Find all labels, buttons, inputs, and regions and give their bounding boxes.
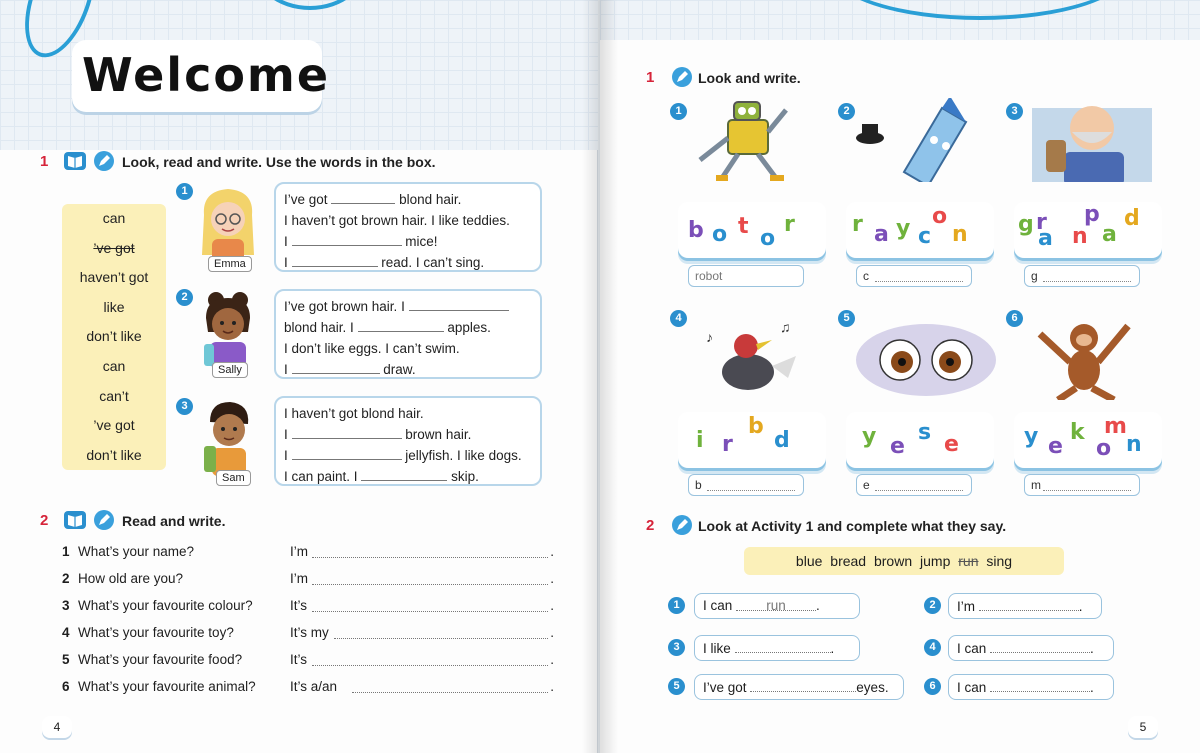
word-strip-item: brown xyxy=(873,553,913,569)
answer-line[interactable] xyxy=(312,665,548,666)
sentence-line: I draw. xyxy=(284,362,416,377)
word-strip-item: jump xyxy=(920,553,951,569)
page-title: Welcome xyxy=(82,48,331,102)
scrambled-letters xyxy=(678,202,826,258)
answer-blank[interactable] xyxy=(361,467,447,481)
page-number: 5 xyxy=(1128,716,1158,738)
question-row: 3 What’s your favourite colour? It’s . xyxy=(62,598,554,613)
sentence-line: I’ve got blond hair. xyxy=(284,192,462,207)
letter-tile: e xyxy=(1048,434,1063,459)
answer-box[interactable]: b xyxy=(688,474,804,496)
word-strip-item: run xyxy=(958,553,979,569)
question-row: 5 What’s your favourite food? It’s . xyxy=(62,652,554,667)
letter-tile: k xyxy=(1070,420,1085,445)
letter-tile: n xyxy=(1126,432,1142,457)
word-box-item: ’ve got xyxy=(93,239,135,256)
activity-number: 1 xyxy=(40,153,49,170)
pencil-icon xyxy=(94,510,114,530)
speech-bubble xyxy=(274,182,542,272)
speech-line: I like . xyxy=(694,635,860,661)
speech-bubble xyxy=(274,289,542,379)
answer-blank[interactable]: run xyxy=(736,598,816,611)
page-number: 4 xyxy=(42,716,72,738)
speech-line: I’ve got eyes. xyxy=(694,674,904,700)
answer-box[interactable]: g xyxy=(1024,265,1140,287)
scrambled-letters xyxy=(846,412,994,468)
letter-tile: y xyxy=(896,216,911,241)
letter-tile: g xyxy=(1018,212,1034,237)
answer-blank[interactable] xyxy=(990,679,1090,692)
letter-tile: o xyxy=(760,226,776,251)
word-strip-item: bread xyxy=(830,553,867,569)
item-number-badge: 1 xyxy=(176,183,193,200)
left-page xyxy=(0,0,598,753)
sentence-line: I haven’t got blond hair. xyxy=(284,406,424,421)
letter-tile: o xyxy=(932,204,948,229)
sentence-line: I mice! xyxy=(284,234,438,249)
letter-tile: a xyxy=(874,222,889,247)
question-list xyxy=(62,541,562,703)
item-number-badge: 2 xyxy=(924,597,941,614)
letter-tile: n xyxy=(1072,224,1088,249)
activity-number: 2 xyxy=(646,517,655,534)
answer-line[interactable] xyxy=(312,584,548,585)
answer-blank[interactable] xyxy=(409,297,509,311)
speech-line: I can . xyxy=(948,674,1114,700)
word-box-item: don’t like xyxy=(86,446,142,463)
answer-blank[interactable] xyxy=(750,679,856,692)
child-name-tag: Sam xyxy=(216,470,251,486)
pencil-icon xyxy=(672,515,692,535)
answer-blank[interactable] xyxy=(735,640,831,653)
letter-tile: i xyxy=(696,428,704,453)
word-box-item: can xyxy=(102,210,126,226)
question-row: 2 How old are you? I’m . xyxy=(62,571,554,586)
item-number-badge: 5 xyxy=(838,310,855,327)
letter-tile: r xyxy=(784,212,795,237)
letter-tile: y xyxy=(862,424,877,449)
question-row: 4 What’s your favourite toy? It’s my . xyxy=(62,625,554,640)
answer-line[interactable] xyxy=(334,638,548,639)
answer-blank[interactable] xyxy=(979,598,1079,611)
word-box-item: don’t like xyxy=(86,328,142,345)
word-box-item: ’ve got xyxy=(93,417,135,434)
activity-instruction: Read and write. xyxy=(122,513,226,529)
sentence-line: I jellyfish. I like dogs. xyxy=(284,448,522,463)
letter-tile: d xyxy=(1124,206,1140,231)
scrambled-letters xyxy=(1014,412,1162,468)
activity-number: 1 xyxy=(646,69,655,86)
letter-tile: o xyxy=(1096,436,1112,461)
furry-monster-picture xyxy=(846,316,1006,400)
word-box-item: like xyxy=(103,298,125,315)
speech-line: I can . xyxy=(948,635,1114,661)
activity-instruction: Look at Activity 1 and complete what they say. xyxy=(698,518,1007,534)
answer-line[interactable] xyxy=(312,611,548,612)
letter-tile: c xyxy=(918,224,932,249)
sentence-line: I’ve got brown hair. I xyxy=(284,296,532,317)
book-gutter xyxy=(582,0,618,753)
crayon-picture xyxy=(846,98,1006,182)
svg-text:♪: ♪ xyxy=(706,329,713,345)
answer-blank[interactable] xyxy=(292,425,402,439)
answer-blank[interactable] xyxy=(358,318,444,332)
question-row: 6 What’s your favourite animal? It’s a/an . xyxy=(62,679,554,694)
speech-bubble xyxy=(274,396,542,486)
item-number-badge: 3 xyxy=(668,639,685,656)
answer-box[interactable]: c xyxy=(856,265,972,287)
monkey-picture xyxy=(1012,316,1172,400)
word-box xyxy=(62,204,166,470)
letter-tile: r xyxy=(852,212,863,237)
word-strip-item: sing xyxy=(986,553,1013,569)
letter-tile: b xyxy=(688,218,704,243)
item-number-badge: 2 xyxy=(176,289,193,306)
item-number-badge: 4 xyxy=(670,310,687,327)
child-name-tag: Emma xyxy=(208,256,252,272)
bird-picture xyxy=(676,316,836,400)
scrambled-letters xyxy=(1014,202,1162,258)
item-number-badge: 4 xyxy=(924,639,941,656)
sally-avatar xyxy=(196,288,260,372)
sentence-line: I can paint. I skip. xyxy=(284,469,479,484)
sentence-line: I don’t like eggs. I can’t swim. xyxy=(284,341,460,356)
word-box-item: can xyxy=(102,357,126,374)
answer-line[interactable] xyxy=(352,692,548,693)
letter-tile: y xyxy=(1024,424,1039,449)
word-strip-item: blue xyxy=(795,553,823,569)
grandad-picture xyxy=(1012,98,1172,182)
activity-number: 2 xyxy=(40,512,49,529)
answer-box[interactable]: e xyxy=(856,474,972,496)
child-name-tag: Sally xyxy=(212,362,248,378)
letter-tile: n xyxy=(952,222,968,247)
letter-tile: r xyxy=(1036,210,1047,235)
item-number-badge: 3 xyxy=(176,398,193,415)
letter-tile: a xyxy=(1038,226,1053,251)
word-box-item: haven’t got xyxy=(79,269,149,286)
sam-avatar xyxy=(196,396,260,480)
letter-tile: t xyxy=(738,214,749,239)
answer-blank[interactable] xyxy=(292,253,378,267)
answer-box[interactable]: m xyxy=(1024,474,1140,496)
word-strip xyxy=(744,547,1064,575)
answer-blank[interactable] xyxy=(292,360,380,374)
speech-line: I’m . xyxy=(948,593,1102,619)
item-number-badge: 6 xyxy=(1006,310,1023,327)
activity-instruction: Look, read and write. Use the words in the box. xyxy=(122,154,436,170)
robot-picture xyxy=(676,98,836,182)
pencil-icon xyxy=(94,151,114,171)
question-row: 1 What’s your name? I’m . xyxy=(62,544,554,559)
item-number-badge: 6 xyxy=(924,678,941,695)
letter-tile: m xyxy=(1104,414,1127,439)
svg-text:♫: ♫ xyxy=(780,319,791,335)
item-number-badge: 1 xyxy=(670,103,687,120)
answer-box[interactable]: robot xyxy=(688,265,804,287)
item-number-badge: 1 xyxy=(668,597,685,614)
book-icon xyxy=(64,511,86,529)
letter-tile: o xyxy=(712,222,728,247)
letter-tile: b xyxy=(748,414,764,439)
letter-tile: s xyxy=(918,420,932,445)
letter-tile: e xyxy=(890,434,905,459)
letter-tile: r xyxy=(722,432,733,457)
activity-instruction: Look and write. xyxy=(698,70,801,86)
scrambled-letters xyxy=(846,202,994,258)
book-icon xyxy=(64,152,86,170)
scrambled-letters xyxy=(678,412,826,468)
answer-blank[interactable] xyxy=(292,232,402,246)
word-box-item: can’t xyxy=(99,387,129,404)
letter-tile: a xyxy=(1102,222,1117,247)
answer-blank[interactable] xyxy=(331,190,395,204)
letter-tile: e xyxy=(944,432,959,457)
sentence-line: I read. I can’t sing. xyxy=(284,255,485,270)
answer-blank[interactable] xyxy=(292,446,402,460)
speech-line: I can run . xyxy=(694,593,860,619)
letter-tile: d xyxy=(774,428,790,453)
item-number-badge: 3 xyxy=(1006,103,1023,120)
letter-tile: p xyxy=(1084,202,1100,227)
pencil-icon xyxy=(672,67,692,87)
sentence-line: I haven’t got brown hair. I like teddies. xyxy=(284,213,510,228)
sentence-line: blond hair. I apples. xyxy=(284,320,491,335)
answer-line[interactable] xyxy=(312,557,548,558)
answer-blank[interactable] xyxy=(990,640,1090,653)
item-number-badge: 5 xyxy=(668,678,685,695)
item-number-badge: 2 xyxy=(838,103,855,120)
sentence-line: I brown hair. xyxy=(284,427,472,442)
